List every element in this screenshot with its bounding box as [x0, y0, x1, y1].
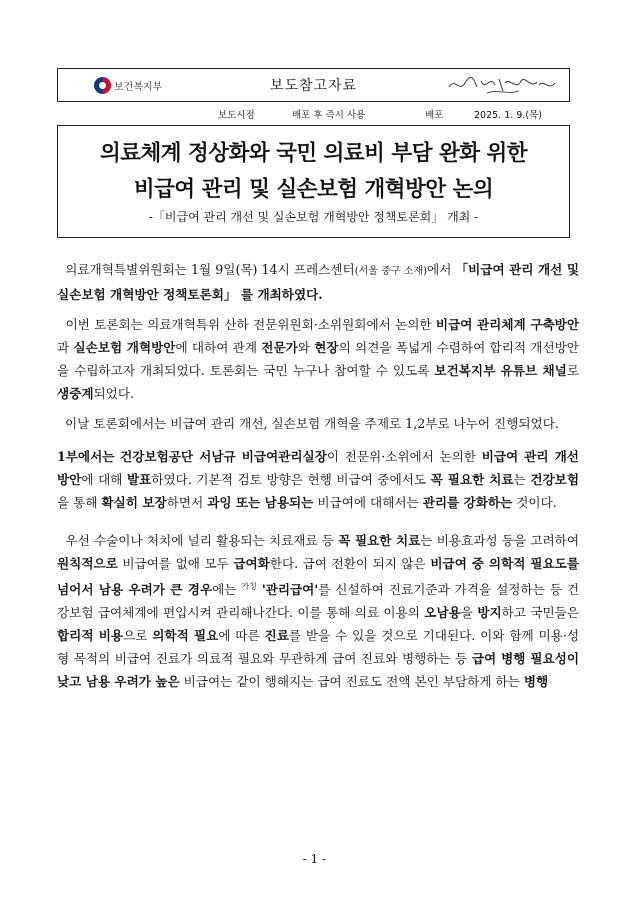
paragraph-3: 이날 토론회에서는 비급여 관리 개선, 실손보험 개혁을 주제로 1,2부로 나누어 진행되었다. — [65, 416, 559, 431]
handwritten-signature — [447, 73, 557, 97]
distribution-date: 2025. 1. 9.(목) — [474, 110, 542, 121]
title-line-1: 의료체계 정상화와 국민 의료비 부담 완화 위한 — [99, 141, 528, 166]
subtitle: -「비급여 관리 개선 및 실손보험 개혁방안 정책토론회」 개최 - — [148, 210, 479, 224]
release-label: 보도시점 — [218, 110, 255, 121]
ministry-name: 보건복지부 — [114, 82, 163, 93]
paragraph-1: 의료개혁특별위원회는 1월 9일(목) 14시 프레스센터(서울 중구 소재)에서 「비급여 관리 개선 및 실손보험 개혁방안 정책토론회」 를 개최하였다. — [57, 262, 579, 302]
page-number: - 1 - — [302, 852, 327, 866]
distribution-label: 배포 — [425, 110, 444, 121]
paragraph-4: 1부에서는 건강보험공단 서남규 비급여관리실장이 전문위·소위에서 논의한 비급여 관리 개선 방안에 대해 발표하였다. 기본적 검토 방향은 현행 비급여 중에서도 꼭 필요한 치료는 건강보험을 통해 확실히 보장하면서 과잉 또는 남용되는 비급여에 대해서는 관리를 강화하는 것이다. — [57, 449, 579, 510]
article-body — [57, 258, 579, 693]
paragraph-5: 우선 수술이나 처치에 널리 활용되는 치료재료 등 꼭 필요한 치료는 비용효과성 등을 고려하여 원칙적으로 비급여를 없애 모두 급여화한다. 급여 전환이 되지 않은 비급여 중 의학적 필요도를 넘어서 남용 우려가 큰 경우에는 $^{가칭}$ '관리급여'를 신설하여 진료기준과 가격을 설정하는 등 건강보험 급여체계에 편입시켜 관리해나간다. 이를 통해 의료 이용의 오남용을 방지하고 국민들은 합리적 비용으로 의학적 필요에 따른 진료를 받을 수 있을 것으로 기대된다. 이와 함께 미용·성형 목적의 비급여 진료가 의료적 필요와 무관하게 급여 진료와 병행하는 등 급여 병행 필요성이 낮고 남용 우려가 높은 비급여는 같이 행해지는 급여 진료도 전액 본인 부담하게 하는 병행 — [57, 533, 580, 690]
release-value: 배포 후 즉시 사용 — [292, 110, 366, 121]
document-type: 보도참고자료 — [269, 78, 358, 94]
title-line-2: 비급여 관리 및 실손보험 개혁방안 논의 — [133, 177, 494, 202]
press-header — [57, 68, 570, 102]
paragraph-2: 이번 토론회는 의료개혁특위 산하 전문위원회·소위원회에서 논의한 비급여 관리체계 구축방안과 실손보험 개혁방안에 대하여 관계 전문가와 현장의 의견을 폭넓게 수렴하여 합리적 개선방안을 수립하고자 개최되었다. 토론회는 국민 누구나 참여할 수 있도록 보건복지부 유튜브 채널로 생중계되었다. — [57, 317, 579, 401]
title-box — [57, 125, 570, 238]
